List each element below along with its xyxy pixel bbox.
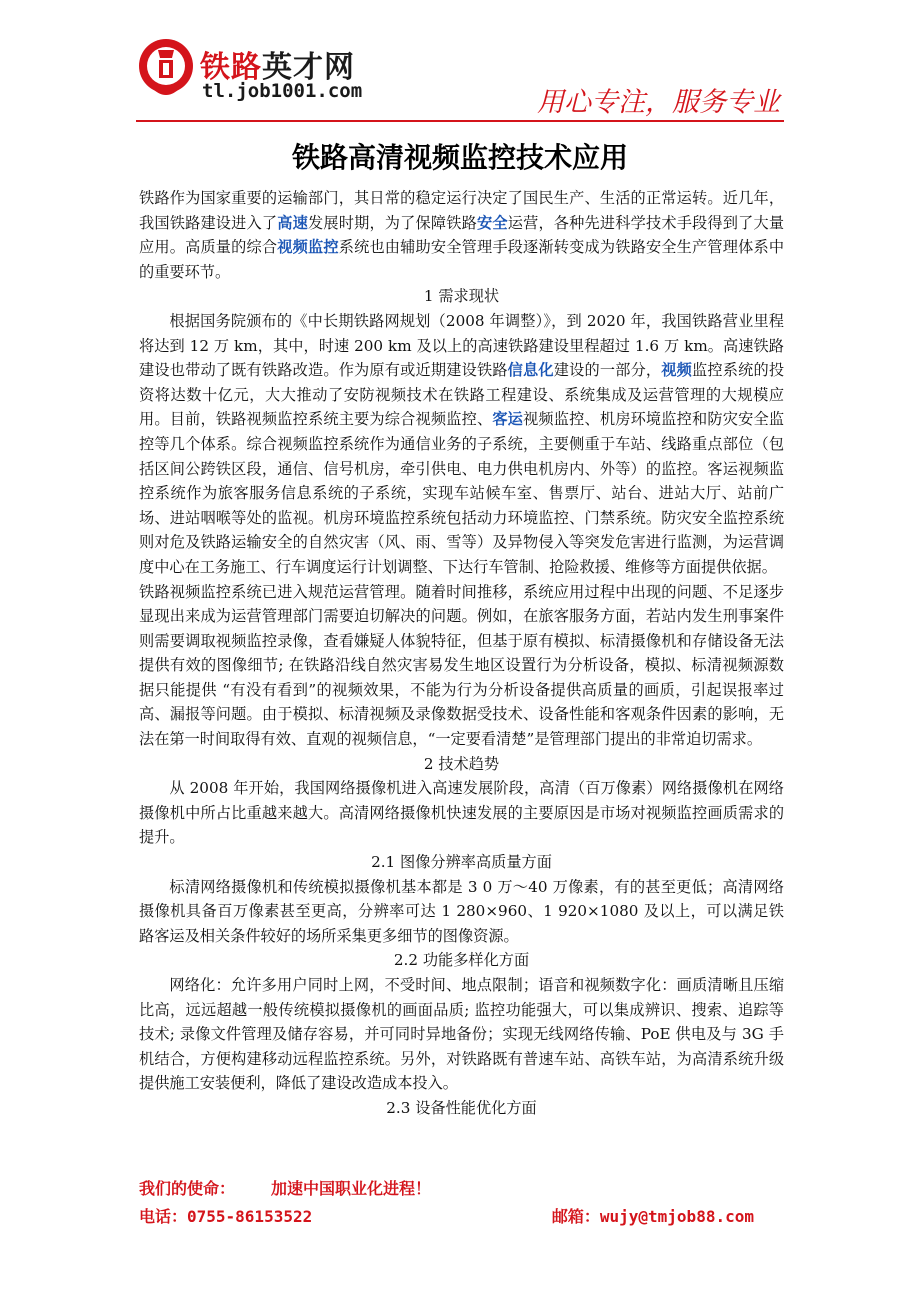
section-heading: 2 技术趋势 <box>423 754 500 773</box>
keyword-link[interactable]: 客运 <box>492 410 524 429</box>
document-body <box>139 186 784 1121</box>
keyword-link[interactable]: 视频 <box>661 361 693 380</box>
body-paragraph: 铁路视频监控系统已进入规范运营管理。随着时间推移，系统应用过程中出现的问题、不足逐步显现出来成为运营管理部门需要迫切解决的问题。例如，在旅客服务方面，若站内发生刑事案件则需要调取视频监控录像，查看嫌疑人体貌特征，但基于原有模拟、标清摄像机和存储设备无法提供有效的图像细节; 在铁路沿线自然灾害易发生地区设置行为分析设备，模拟、标清视频源数据只能提供 “有没有看到”的视频效果，不能为行为分析设备提供高质量的画质，引起误报率过高、漏报等问题。由于模拟、标清视频及录像数据受技术、设备性能和客观条件因素的影响，无法在第一时间取得有效、直观的视频信息，“一定要看清楚”是管理部门提出的非常迫切需求。 <box>139 582 784 749</box>
email-address[interactable]: 邮箱：wujy@tmjob88.com <box>551 1207 754 1226</box>
contact-row <box>139 1204 784 1232</box>
page-footer <box>139 1176 784 1232</box>
logo-url: tl.job1001.com <box>202 80 363 102</box>
subsection-heading: 2.2 功能多样化方面 <box>393 951 530 970</box>
logo-mark-icon <box>136 36 196 104</box>
mission-label: 我们的使命： <box>139 1179 236 1198</box>
body-paragraph: 根据国务院颁布的《中长期铁路网规划（2008 年调整）》，到 2020 年，我国铁路营业里程将达到 12 万 km，其中，时速 200 km 及以上的高速铁路建设里程超过 1.6 万 km。高速铁路建设也带动了既有铁路改造。作为原有或近期建设铁路信息化建设的一部分，视频监控系统的投资将达数十亿元，大大推动了安防视频技术在铁路工程建设、系统集成及运营管理的大规模应用。目前，铁路视频监控系统主要为综合视频监控、客运视频监控、机房环境监控和防灾安全监控等几个体系。综合视频监控系统作为通信业务的子系统，主要侧重于车站、线路重点部位（包括区间公跨铁区段，通信、信号机房，牵引供电、电力供电机房内、外等）的监控。客运视频监控系统作为旅客服务信息系统的子系统，实现车站候车室、售票厅、站台、进站大厅、站前广场、进站咽喉等处的监视。机房环境监控系统包括动力环境监控、门禁系统。防灾安全监控系统则对危及铁路运输安全的自然灾害（风、雨、雪等）及异物侵入等突发危害进行监测，为运营调度中心在工务施工、行车调度运行计划调整、下达行车管制、抢险救援、维修等方面提供依据。 <box>139 311 785 576</box>
body-paragraph: 网络化：允许多用户同时上网，不受时间、地点限制；语音和视频数字化：画质清晰且压缩比高，远远超越一般传统模拟摄像机的画面品质; 监控功能强大，可以集成辨识、搜索、追踪等技术; 录像文件管理及储存容易，并可同时异地备份；实现无线网络传输、PoE 供电及与 3G 手机结合，方便构建移动远程监控系统。另外，对铁路既有普速车站、高铁车站，为高清系统升级提供施工安装便利，降低了建设改造成本投入。 <box>139 976 784 1093</box>
intro-paragraph: 铁路作为国家重要的运输部门，其日常的稳定运行决定了国民生产、生活的正常运转。近几年，我国铁路建设进入了高速发展时期，为了保障铁路安全运营，各种先进科学技术手段得到了大量应用。高质量的综合视频监控系统也由辅助安全管理手段逐渐转变成为铁路安全生产管理体系中的重要环节。 <box>139 189 785 281</box>
keyword-link[interactable]: 信息化 <box>507 361 554 380</box>
subsection-heading: 2.3 设备性能优化方面 <box>386 1098 537 1117</box>
site-logo[interactable] <box>136 36 366 106</box>
keyword-link[interactable]: 安全 <box>476 213 508 232</box>
body-paragraph: 标清网络摄像机和传统模拟摄像机基本都是 3 0 万～40 万像素，有的甚至更低；高清网络摄像机具备百万像素甚至更高，分辨率可达 1 280×960、1 920×1080 及以上，可以满足铁路客运及相关条件较好的场所采集更多细节的图像资源。 <box>139 877 784 945</box>
phone-number[interactable]: 电话：0755-86153522 <box>139 1207 313 1226</box>
section-heading: 1 需求现状 <box>423 287 500 306</box>
logo-name-black: 英才网 <box>262 50 355 85</box>
keyword-link[interactable]: 视频监控 <box>277 238 339 257</box>
mission-text: 加速中国职业化进程！ <box>271 1179 432 1198</box>
mission-row <box>139 1176 784 1204</box>
logo-name-red: 铁路 <box>200 50 262 85</box>
body-paragraph: 从 2008 年开始，我国网络摄像机进入高速发展阶段，高清（百万像素）网络摄像机在网络摄像机中所占比重越来越大。高清网络摄像机快速发展的主要原因是市场对视频监控画质需求的提升。 <box>139 779 784 847</box>
page-header <box>0 0 920 130</box>
keyword-link[interactable]: 高速 <box>277 213 308 232</box>
subsection-heading: 2.1 图像分辨率高质量方面 <box>371 853 552 872</box>
document-title: 铁路高清视频监控技术应用 <box>291 141 628 174</box>
slogan: 用心专注，服务专业 <box>537 87 780 118</box>
header-divider <box>136 120 784 122</box>
